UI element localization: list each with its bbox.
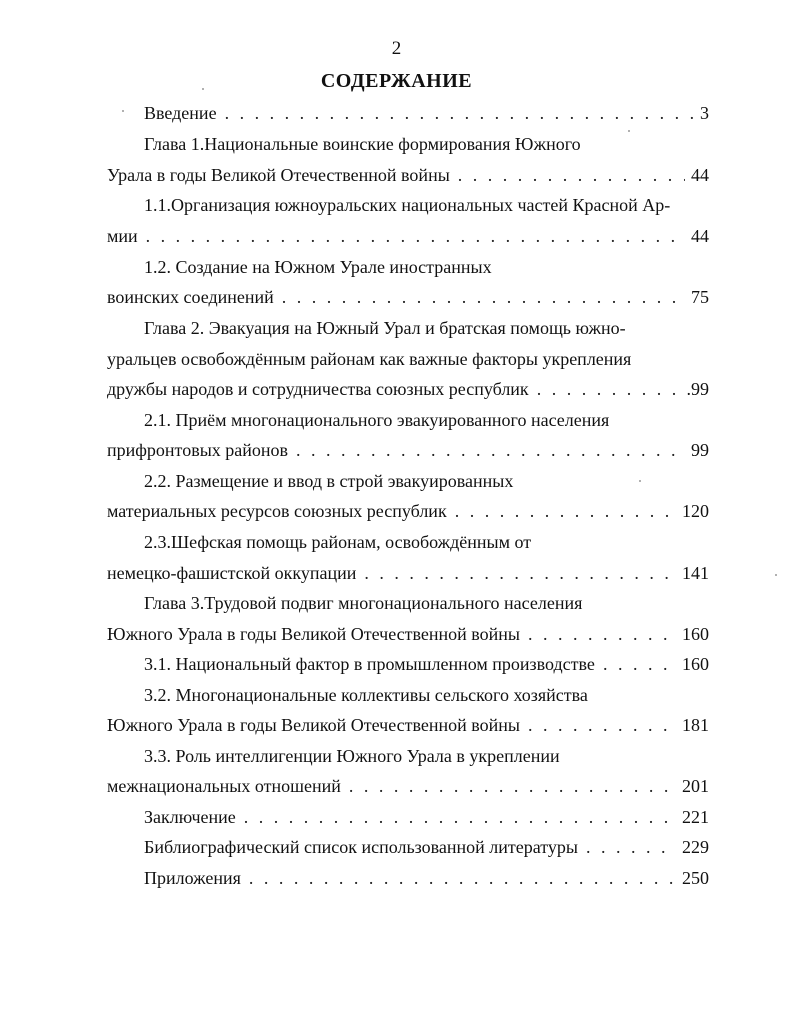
toc-section-2-3[interactable] [107, 560, 709, 586]
toc-section-1-2-line-1[interactable]: 1.2. Создание на Южном Урале иностранных [144, 257, 492, 277]
toc-page-number: 201 [682, 776, 709, 796]
page-number: 2 [391, 38, 402, 59]
scan-speck [202, 88, 204, 90]
page-title: СОДЕРЖАНИЕ [320, 70, 473, 92]
toc-entry-intro[interactable] [144, 100, 709, 126]
scan-speck [639, 480, 641, 482]
toc-page-number: 3 [700, 103, 709, 123]
toc-entry-label: Урала в годы Великой Отечественной войны [107, 165, 450, 185]
toc-entry-label: межнациональных отношений [107, 776, 341, 796]
dot-leader [146, 223, 685, 249]
toc-page-number: 44 [691, 165, 709, 185]
toc-page-number: 221 [682, 807, 709, 827]
dot-leader [455, 498, 676, 524]
toc-entry-label: прифронтовых районов [107, 440, 289, 460]
toc-section-3-3-line-1[interactable]: 3.3. Роль интеллигенции Южного Урала в укреплении [144, 746, 560, 766]
toc-entry-label: Южного Урала в годы Великой Отечественной войны [107, 715, 521, 735]
toc-entry-bibliography[interactable] [144, 834, 709, 860]
toc-section-3-2-line-1[interactable]: 3.2. Многонациональные коллективы сельского хозяйства [144, 685, 588, 705]
toc-chapter-3-line-1[interactable]: Глава 3.Трудовой подвиг многонационального населения [144, 593, 583, 613]
dot-leader [244, 804, 676, 830]
dot-leader [528, 712, 676, 738]
toc-entry-label: Библиографический список использованной литературы [144, 837, 579, 857]
toc-entry-label: дружбы народов и сотрудничества союзных республик [107, 379, 529, 399]
toc-section-2-2-line-1[interactable]: 2.2. Размещение и ввод в строй эвакуированных [144, 471, 514, 491]
toc-page-number: 160 [682, 654, 709, 674]
scan-speck [775, 574, 777, 576]
toc-section-1-1[interactable] [107, 223, 709, 249]
toc-entry-label: Приложения [144, 868, 241, 888]
toc-chapter-3[interactable] [107, 621, 709, 647]
dot-leader [349, 773, 676, 799]
toc-entry-label: немецко-фашистской оккупации [107, 563, 357, 583]
toc-page-number: 99 [691, 440, 709, 460]
toc-chapter-2-line-1[interactable]: Глава 2. Эвакуация на Южный Урал и братская помощь южно- [144, 318, 626, 338]
dot-leader [537, 376, 681, 402]
toc-entry-label: воинских соединений [107, 287, 274, 307]
toc-chapter-1[interactable] [107, 162, 709, 188]
scan-speck [628, 130, 630, 132]
scan-speck [122, 110, 124, 112]
dot-leader [282, 284, 685, 310]
toc-section-1-2[interactable] [107, 284, 709, 310]
toc-chapter-2-line-2[interactable]: уральцев освобождённым районам как важные факторы укрепления [107, 349, 632, 369]
dot-leader [586, 834, 676, 860]
toc-page-number: 181 [682, 715, 709, 735]
toc-section-3-3[interactable] [107, 773, 709, 799]
dot-leader [296, 437, 685, 463]
dot-leader [603, 651, 676, 677]
toc-page-number: 75 [691, 287, 709, 307]
toc-entry-label: мии [107, 226, 138, 246]
toc-chapter-2[interactable] [107, 376, 709, 402]
toc-page-number: 120 [682, 501, 709, 521]
toc-section-2-1[interactable] [107, 437, 709, 463]
toc-page-number: 250 [682, 868, 709, 888]
toc-entry-label: Введение [144, 103, 217, 123]
toc-section-2-2[interactable] [107, 498, 709, 524]
toc-section-1-1-line-1[interactable]: 1.1.Организация южноуральских национальных частей Красной Ар- [144, 195, 671, 215]
toc-page-number: 141 [682, 563, 709, 583]
dot-leader [249, 865, 676, 891]
toc-section-2-3-line-1[interactable]: 2.3.Шефская помощь районам, освобождённым от [144, 532, 532, 552]
toc-entry-label: Южного Урала в годы Великой Отечественной войны [107, 624, 521, 644]
toc-chapter-1-line-1[interactable]: Глава 1.Национальные воинские формирования Южного [144, 134, 581, 154]
toc-section-2-1-line-1[interactable]: 2.1. Приём многонационального эвакуированного населения [144, 410, 610, 430]
toc-entry-label: 3.1. Национальный фактор в промышленном производстве [144, 654, 595, 674]
dot-leader [225, 100, 694, 126]
toc-section-3-2[interactable] [107, 712, 709, 738]
toc-page-number: 229 [682, 837, 709, 857]
dot-leader [458, 162, 685, 188]
toc-entry-conclusion[interactable] [144, 804, 709, 830]
toc-page-number: 44 [691, 226, 709, 246]
toc-entry-appendix[interactable] [144, 865, 709, 891]
toc-section-3-1[interactable] [144, 651, 709, 677]
toc-entry-label: Заключение [144, 807, 236, 827]
toc-page-number: 160 [682, 624, 709, 644]
toc-page-number: .99 [686, 379, 709, 399]
dot-leader [528, 621, 676, 647]
toc-entry-label: материальных ресурсов союзных республик [107, 501, 447, 521]
dot-leader [364, 560, 676, 586]
